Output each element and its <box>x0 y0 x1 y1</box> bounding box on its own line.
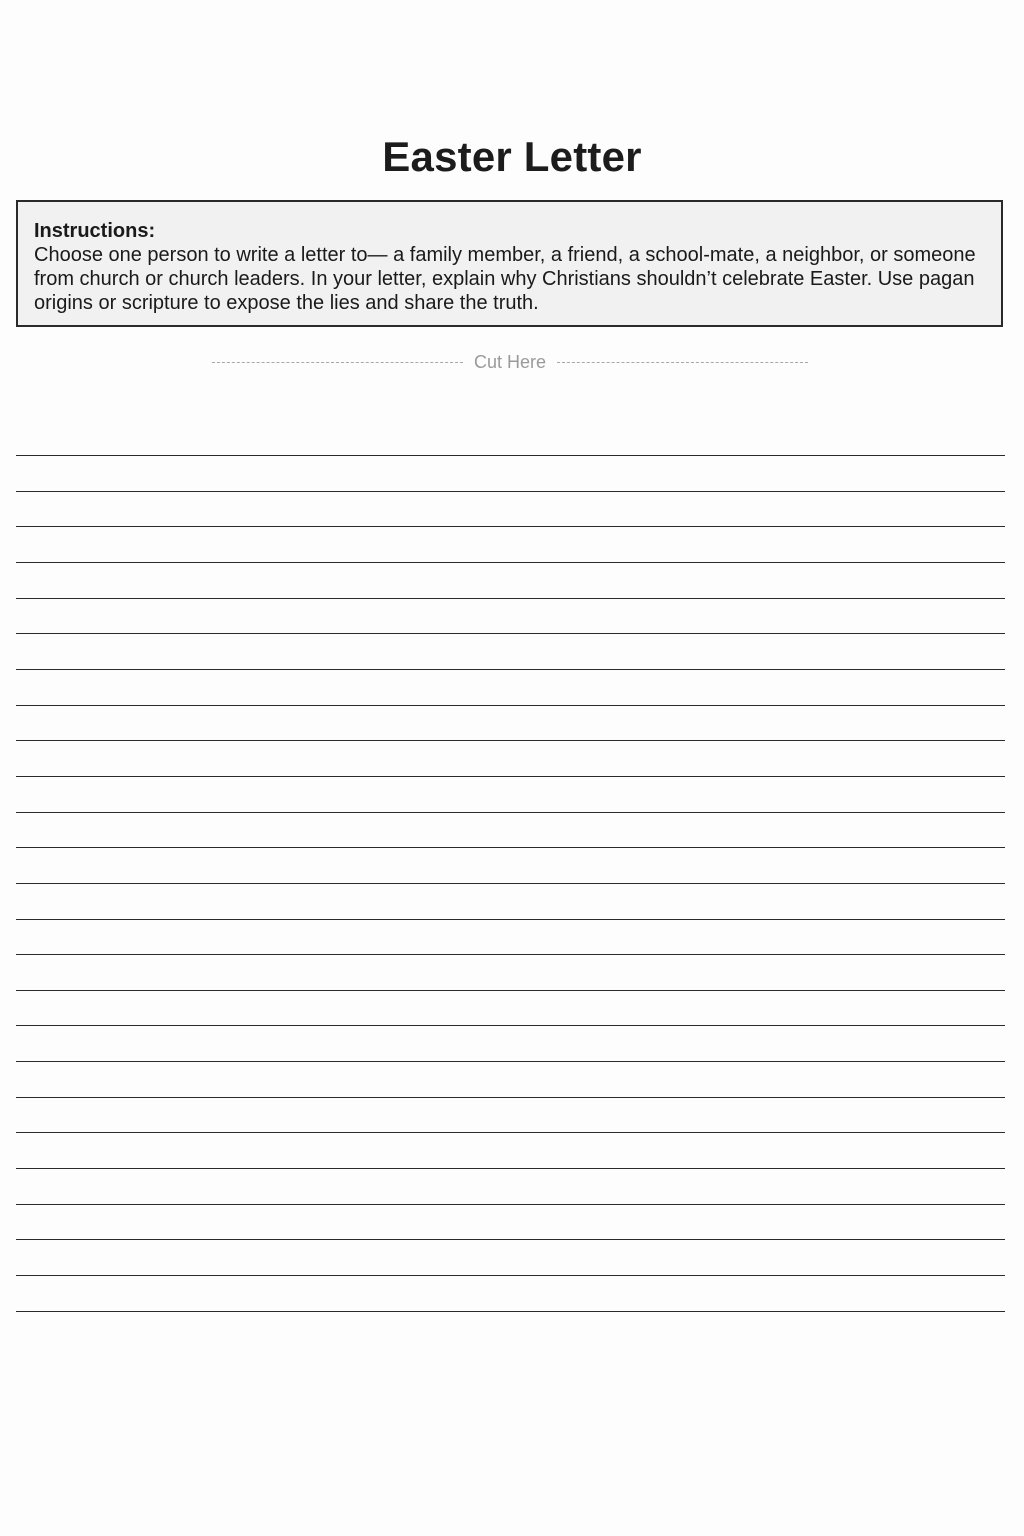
writing-area[interactable] <box>16 420 1005 1320</box>
page-title: Easter Letter <box>382 133 642 180</box>
instructions-body: Choose one person to write a letter to— a family member, a friend, a school-mate, a neighbor, or someone from church or church leaders. In your letter, explain why Christians shouldn’t celebrate Easter. Use pagan origins or scripture to expose the lies and share the truth. <box>34 244 976 314</box>
instructions-box <box>16 200 1003 327</box>
cut-dash-right <box>557 362 808 363</box>
cut-here-label: Cut Here <box>473 351 547 372</box>
cut-dash-left <box>212 362 463 363</box>
cut-here-divider <box>212 350 808 374</box>
instructions-heading: Instructions: <box>34 220 156 242</box>
